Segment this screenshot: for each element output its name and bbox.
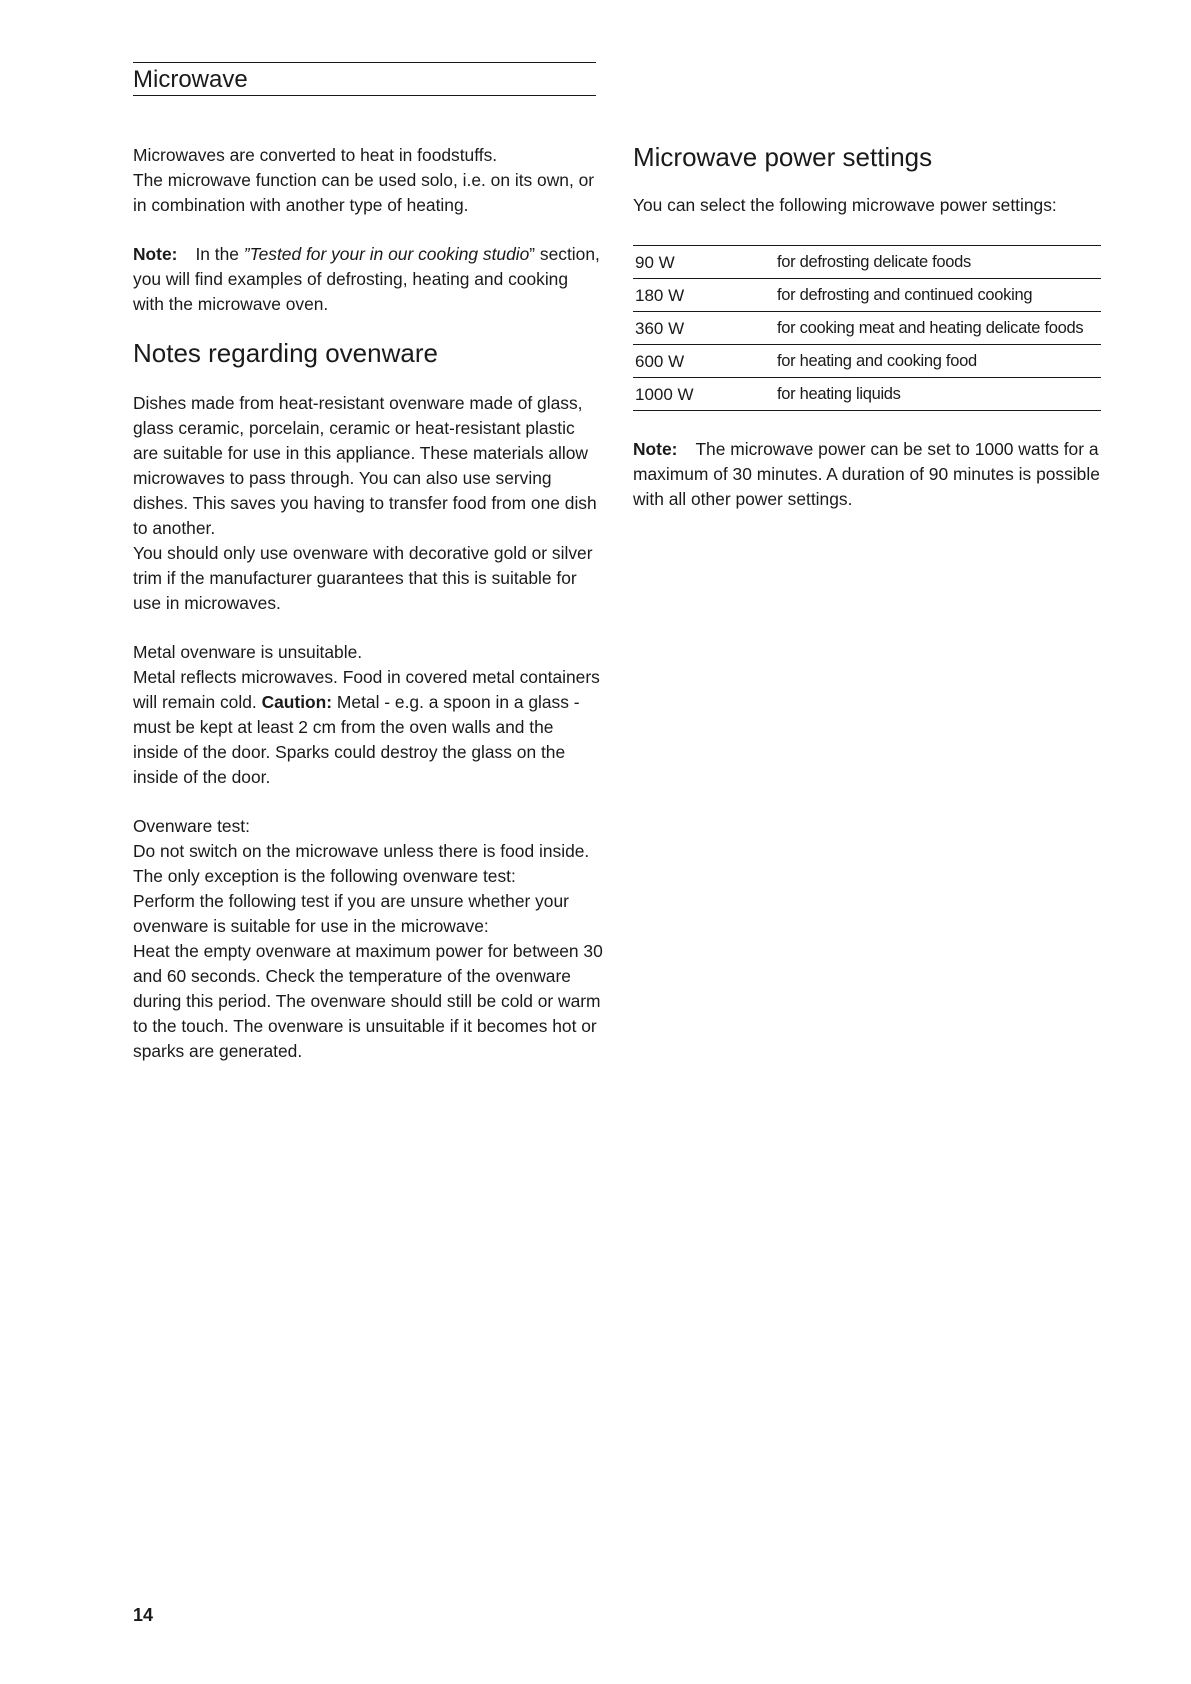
power-description: for defrosting and continued cooking xyxy=(777,286,1033,304)
power-description: for heating and cooking food xyxy=(777,352,977,370)
metal-text-pre: Metal reflects microwaves. Food in covered metal containers will remain cold. xyxy=(133,667,600,712)
power-settings-table xyxy=(633,245,1101,411)
metal-title: Metal ovenware is unsuitable. xyxy=(133,642,363,662)
note-label: Note: xyxy=(633,439,678,459)
table-row xyxy=(633,378,1101,411)
note-italic: ”Tested for your in our cooking studio xyxy=(243,244,530,264)
test-line-1: Do not switch on the microwave unless there is food inside. xyxy=(133,841,590,861)
power-value: 600 W xyxy=(635,352,685,371)
caution-label: Caution: xyxy=(261,692,333,712)
power-value: 180 W xyxy=(635,286,685,305)
note-pre: In the xyxy=(195,244,244,264)
dishes-paragraph: Dishes made from heat-resistant ovenware made of glass, glass ceramic, porcelain, ceramic or heat-resistant plastic are suitable for use in this appliance. These materials allow microwaves to pass through. You can also use serving dishes. This saves you having to transfer food from one dish to another. xyxy=(133,393,597,538)
table-row xyxy=(633,279,1101,312)
table-row xyxy=(633,312,1101,345)
power-value: 90 W xyxy=(635,253,675,272)
test-line-3: Perform the following test if you are unsure whether your ovenware is suitable for use in the microwave: xyxy=(133,891,569,936)
left-column xyxy=(133,143,603,1064)
page-title: Microwave xyxy=(133,66,248,93)
test-title: Ovenware test: xyxy=(133,816,250,836)
test-line-4: Heat the empty ovenware at maximum power for between 30 and 60 seconds. Check the temperature of the ovenware during this period. The ovenware should still be cold or warm to the touch. The ovenware is unsuitable if it becomes hot or sparks are generated. xyxy=(133,941,603,1061)
gold-trim-paragraph: You should only use ovenware with decorative gold or silver trim if the manufacturer guarantees that this is suitable for use in microwaves. xyxy=(133,543,593,613)
test-line-2: The only exception is the following ovenware test: xyxy=(133,866,516,886)
table-row xyxy=(633,345,1101,378)
intro-line-2: The microwave function can be used solo, i.e. on its own, or in combination with another type of heating. xyxy=(133,170,595,215)
power-value: 360 W xyxy=(635,319,685,338)
note-label: Note: xyxy=(133,244,178,264)
cooking-studio-note xyxy=(133,242,603,317)
ovenware-heading: Notes regarding ovenware xyxy=(133,338,438,368)
section-header xyxy=(133,62,596,96)
metal-paragraph xyxy=(133,665,603,790)
metal-text-post: Metal - e.g. a spoon in a glass - must be kept at least 2 cm from the oven walls and the inside of the door. Sparks could destroy the glass on the inside of the door. xyxy=(133,692,580,787)
power-value: 1000 W xyxy=(635,385,694,404)
power-description: for defrosting delicate foods xyxy=(777,253,972,271)
note-post: ” section, you will find examples of defrosting, heating and cooking with the microwave oven. xyxy=(133,244,600,314)
power-description: for heating liquids xyxy=(777,385,901,403)
right-column xyxy=(633,141,1103,512)
page-number: 14 xyxy=(133,1605,154,1625)
power-description: for cooking meat and heating delicate foods xyxy=(777,319,1084,337)
intro-line-1: Microwaves are converted to heat in foodstuffs. xyxy=(133,145,498,165)
power-settings-heading: Microwave power settings xyxy=(633,142,933,172)
power-settings-intro: You can select the following microwave power settings: xyxy=(633,195,1057,215)
table-row xyxy=(633,246,1101,279)
power-note-text: The microwave power can be set to 1000 watts for a maximum of 30 minutes. A duration of 90 minutes is possible with all other power settings. xyxy=(633,439,1100,509)
power-note xyxy=(633,437,1103,512)
